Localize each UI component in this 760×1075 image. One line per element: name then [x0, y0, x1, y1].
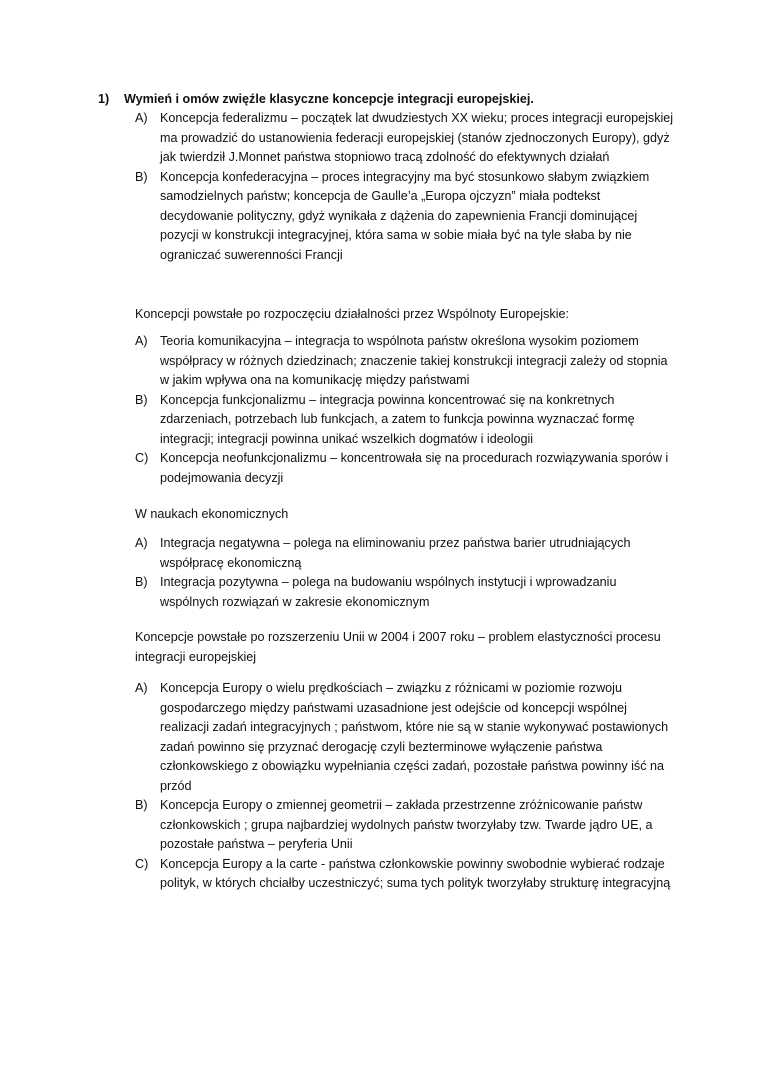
- list-item-text: Integracja pozytywna – polega na budowaniu wspólnych instytucji i wprowadzaniu wspólnych rozwiązań w zakresie ekonomicznym: [160, 575, 617, 609]
- list-marker: C): [135, 856, 149, 871]
- list-item: [135, 679, 675, 796]
- list-item: [135, 332, 675, 391]
- list-marker: B): [135, 392, 148, 407]
- list-item-text: Koncepcja konfederacyjna – proces integracyjny ma być stosunkowo słabym związkiem samodzielnych państw; koncepcja de Gaulle’a „Europa ojczyzn” miała podtekst decydowanie polityczny, gdyż wynikała z dążenia do zapewnienia Francji dominującej pozycji w konstrukcji integracyjnej, która sama w sobie miała być na tyle słaba by nie ograniczać suwerenności Francji: [160, 169, 650, 262]
- post-enlargement-concepts-list: [135, 679, 675, 894]
- section-heading-economic: W naukach ekonomicznych: [135, 507, 289, 521]
- economic-concepts-list: [135, 534, 675, 612]
- list-item: [135, 391, 675, 450]
- list-item: [135, 855, 675, 894]
- list-marker: B): [135, 798, 148, 812]
- list-item-text: Koncepcja funkcjonalizmu – integracja powinna koncentrować się na konkretnych zdarzeniach, potrzebach lub funkcjach, a zatem to funkcja powinna wyznaczać formę integracji; integracji powinna unikać wszelkich dogmatów i ideologii: [160, 392, 635, 446]
- classic-concepts-list: [135, 109, 675, 265]
- section-heading-post-enlargement: Koncepcje powstałe po rozszerzeniu Unii w 2004 i 2007 roku – problem elastyczności procesu integracji europejskiej: [135, 630, 661, 664]
- list-marker: C): [135, 451, 149, 465]
- list-item: [135, 168, 675, 266]
- list-item: [135, 534, 675, 573]
- list-item-text: Koncepcja federalizmu – początek lat dwudziestych XX wieku; proces integracji europejskiej ma prowadzić do ustanowienia federacji europejskiej (stanów zjednoczonych Europy), gdyż jak twierdził J.Monnet państwa stopniowo tracą zdolność do efektywnych działań: [160, 111, 674, 164]
- list-marker: B): [135, 575, 148, 589]
- list-item-text: Koncepcja Europy o wielu prędkościach – związku z różnicami w poziomie rozwoju gospodarczego między państwami uzasadnione jest odejście od koncepcji wspólnej realizacji zadań integracyjnych ; państwom, które nie są w stanie wykonywać postawionych zadań powinno się przyznać derogację czyli bezterminowe wyłączenie państwa członkowskiego z obowiązku wypełniania części zadań, pozostałe państwa powinny iść na przód: [160, 681, 669, 793]
- list-item: [135, 573, 675, 612]
- list-marker: A): [135, 111, 148, 125]
- list-item-text: Koncepcja neofunkcjonalizmu – koncentrowała się na procedurach rozwiązywania sporów i podejmowania decyzji: [160, 451, 669, 485]
- list-item-text: Teoria komunikacyjna – integracja to wspólnota państw określona wysokim poziomem współpracy w różnych dziedzinach; znaczenie takiej konstrukcji integracji zależy od stopnia w jakim wpływa ona na komunikację między państwami: [160, 334, 668, 387]
- question-heading: [98, 90, 698, 110]
- list-item-text: Koncepcja Europy a la carte - państwa członkowskie powinny swobodnie wybierać rodzaje polityk, w których chciałby uczestniczyć; suma tych polityk tworzyłaby strukturę integracyjną: [160, 856, 671, 890]
- question-number: 1): [98, 92, 110, 106]
- list-marker: A): [135, 536, 148, 550]
- list-item: [135, 109, 675, 168]
- list-marker: B): [135, 169, 148, 184]
- post-ec-concepts-list: [135, 332, 675, 488]
- list-item-text: Integracja negatywna – polega na eliminowaniu przez państwa barier utrudniających współpracę ekonomiczną: [160, 536, 631, 570]
- list-item: [135, 796, 675, 855]
- question-text: Wymień i omów zwięźle klasyczne koncepcje integracji europejskiej.: [124, 92, 534, 106]
- list-item: [135, 449, 675, 488]
- list-marker: A): [135, 681, 148, 695]
- list-item-text: Koncepcja Europy o zmiennej geometrii – zakłada przestrzenne zróżnicowanie państw członkowskich ; grupa najbardziej wydolnych państw tworzyłaby tzw. Twarde jądro UE, a pozostałe państwa – peryferia Unii: [160, 798, 653, 851]
- section-heading-post-ec: Koncepcji powstałe po rozpoczęciu działalności przez Wspólnoty Europejskie:: [135, 307, 570, 321]
- list-marker: A): [135, 334, 148, 348]
